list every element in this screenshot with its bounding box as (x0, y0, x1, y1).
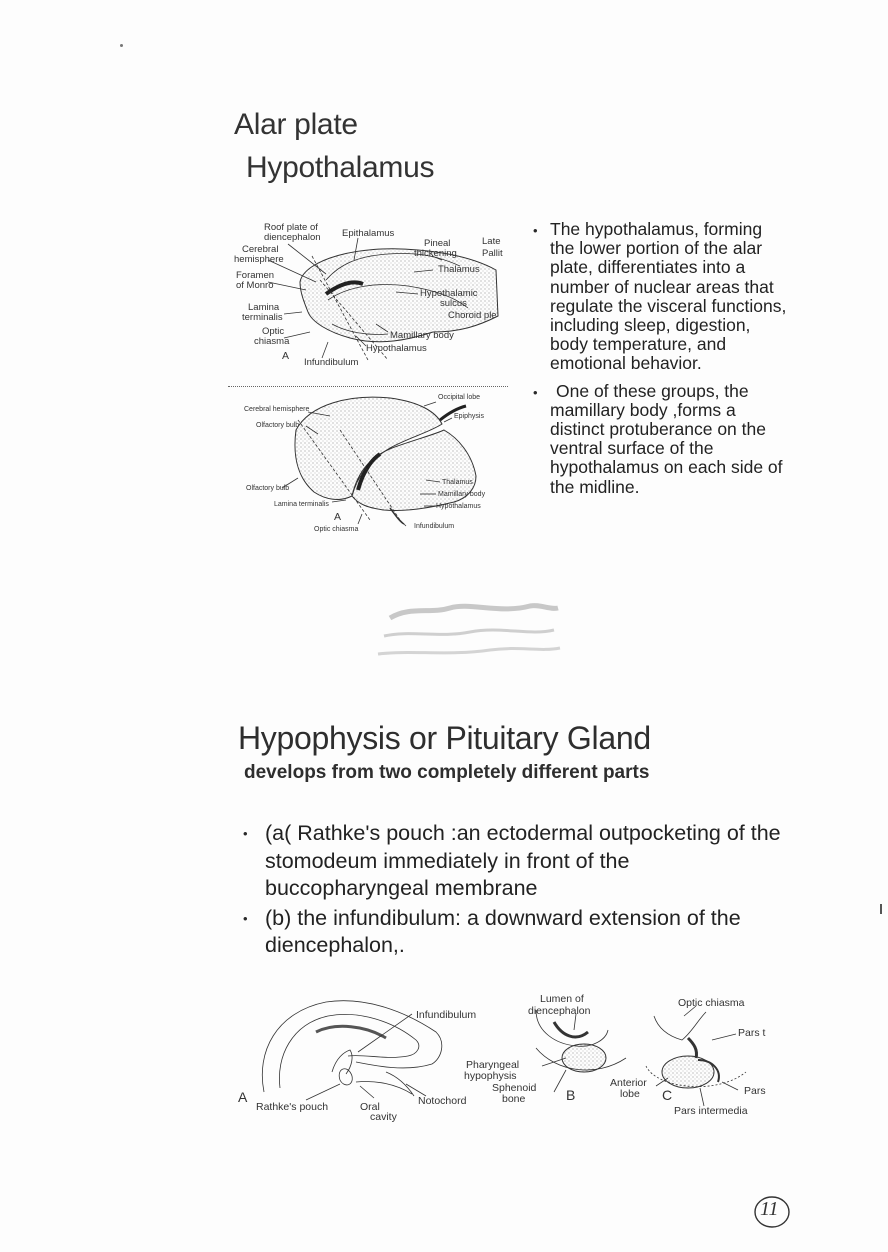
label-thickening: thickening (414, 248, 457, 259)
panel-b-lumen (554, 1022, 588, 1037)
label-hypothalamus: Hypothalamus (366, 343, 427, 354)
label-chiasma: chiasma (254, 336, 290, 347)
figure-letter-a: A (282, 350, 290, 362)
label-epithalamus: Epithalamus (342, 228, 395, 239)
panel-a-ventricle (316, 1026, 386, 1038)
bullet-text-1: The hypothalamus, forming the lower portion of the alar plate, differentiates into a number of nuclear areas that regulate the visceral functions, including sleep, digestion, body temperature, and emotional behavior. (550, 219, 787, 374)
bullet-item-a (243, 820, 795, 903)
label-pineal: Pineal (424, 238, 451, 249)
label-pars: Pars (744, 1085, 766, 1097)
label-bone: bone (502, 1093, 526, 1105)
bullet-text-2: One of these groups, the mamillary body ,forms a distinct protuberance on the ventral surface of the hypothalamus on each side of the midline. (550, 380, 783, 497)
label-terminalis: terminalis (242, 312, 283, 323)
label-foramen: Foramen (236, 270, 275, 281)
label-pars-t: Pars t (738, 1027, 766, 1039)
label-lamina-b: Lamina terminalis (274, 501, 329, 508)
speck (120, 44, 123, 47)
label-olfactory-b: Olfactory bulb (256, 422, 300, 429)
figure-letter-a-b: A (334, 511, 342, 523)
hypophysis-bullets (243, 820, 795, 960)
label-lumen: Lumen of (540, 993, 584, 1005)
figure-letter-a-2: A (238, 1089, 248, 1105)
label-cavity: cavity (370, 1111, 397, 1122)
label-notochord: Notochord (418, 1095, 467, 1107)
label-sphenoid: Sphenoid (492, 1082, 537, 1094)
label-thalamus-b: Thalamus (442, 479, 473, 486)
label-optic: Optic (262, 326, 285, 337)
label-oral: Oral (360, 1101, 380, 1113)
label-mamillary-b: Mamillary body (438, 491, 486, 498)
bullet-item-b (243, 905, 795, 960)
bullet-item-1 (533, 219, 788, 374)
bullet-text-a: (a( Rathke's pouch :an ectodermal outpocketing of the stomodeum immediately in front of the buccopharyngeal membrane (265, 821, 781, 900)
label-pars-intermedia: Pars intermedia (674, 1105, 748, 1117)
label-infundibulum-b: Infundibulum (414, 523, 455, 530)
label-olfactory-b2: Olfactory bulb (246, 485, 290, 492)
label-optic-b: Optic chiasma (314, 526, 359, 533)
label-of-monro: of Monro (236, 280, 274, 291)
label-roof-plate: Roof plate of (264, 222, 318, 233)
label-optic-chiasma: Optic chiasma (678, 997, 745, 1009)
figure-letter-b: B (566, 1087, 576, 1103)
label-pharyngeal: Pharyngeal (466, 1059, 520, 1071)
label-anterior: Anterior (610, 1077, 647, 1089)
bullet-dot: • (533, 384, 538, 400)
hypothalamus-figure-b (240, 390, 510, 536)
label-occipital: Occipital lobe (438, 394, 481, 401)
label-choroid: Choroid ple (448, 310, 497, 321)
panel-a-rathke (339, 1069, 352, 1085)
title-alar-plate: Alar plate (234, 108, 358, 141)
label-cerebral-b: Cerebral hemisphere (244, 406, 310, 413)
label-hypothalamus-b: Hypothalamus (436, 503, 481, 510)
label-thalamus: Thalamus (438, 264, 480, 275)
label-palli: Pallit (482, 248, 503, 259)
label-hypothalamic: Hypothalamic (420, 288, 478, 299)
page-number: 11 (760, 1198, 779, 1220)
label-epiphysis: Epiphysis (454, 413, 484, 420)
bullet-dot: • (533, 223, 538, 238)
title-hypophysis: Hypophysis or Pituitary Gland (238, 720, 651, 756)
label-lamina: Lamina (248, 302, 280, 313)
figure-separator (228, 386, 508, 387)
label-hypophysis-fig: hypophysis (464, 1070, 517, 1082)
label-hemisphere: hemisphere (234, 254, 284, 265)
label-diencephalon: diencephalon (264, 232, 321, 243)
bleed-through (100, 106, 660, 146)
label-infundibulum-fig: Infundibulum (416, 1009, 477, 1021)
hypophysis-figure (236, 992, 796, 1122)
label-infundibulum: Infundibulum (304, 357, 359, 368)
hypothalamus-bullets (533, 219, 788, 497)
label-sulcus: sulcus (440, 298, 467, 309)
subtitle-develops: develops from two completely different parts (244, 762, 650, 783)
panel-c-pars-tuberalis (688, 1038, 697, 1058)
figure-letter-c: C (662, 1087, 673, 1103)
hypothalamus-figure-a (228, 220, 510, 372)
label-lobe: lobe (620, 1088, 640, 1100)
speck (880, 904, 882, 914)
label-late: Late (482, 236, 501, 247)
bullet-dot: • (243, 826, 248, 841)
bullet-text-b: (b) the infundibulum: a downward extension of the diencephalon,. (265, 905, 741, 957)
label-rathke: Rathke's pouch (256, 1101, 329, 1113)
bullet-dot: • (243, 910, 248, 926)
label-mamillary: Mamillary body (390, 330, 454, 341)
bullet-item-2 (533, 380, 788, 497)
library-stamp (370, 596, 570, 666)
panel-c-stalk (654, 1012, 706, 1040)
title-hypothalamus: Hypothalamus (246, 151, 435, 184)
label-diencephalon-fig: diencephalon (528, 1005, 591, 1017)
label-cerebral: Cerebral (242, 244, 279, 255)
